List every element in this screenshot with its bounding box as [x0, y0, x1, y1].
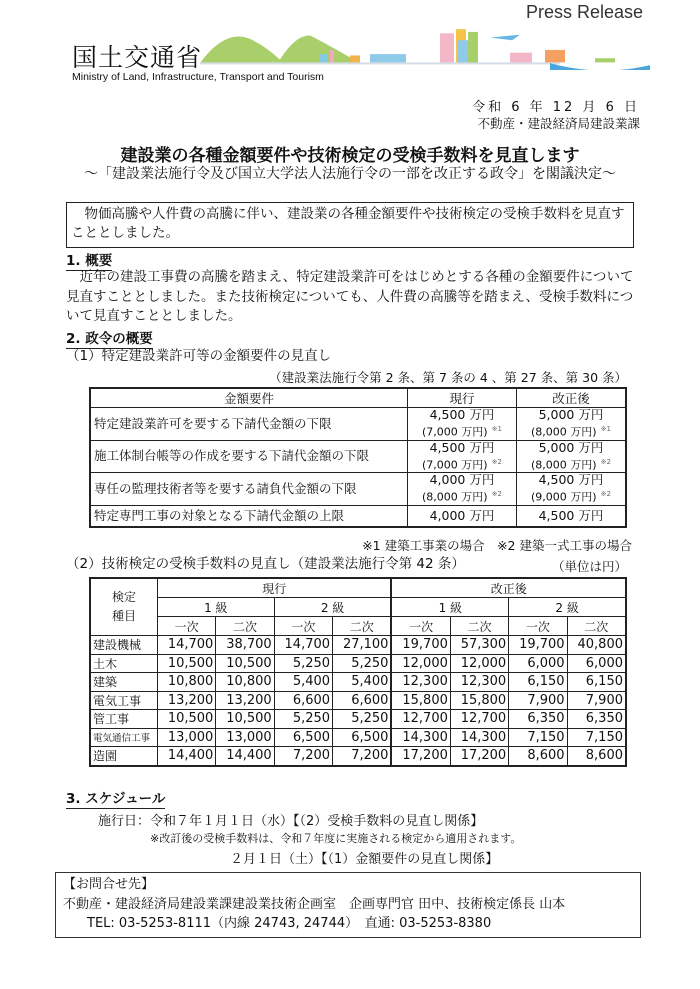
group-header: 現行: [158, 578, 392, 598]
fee-cell: 10,500: [216, 710, 274, 729]
revised-sub-amount: [520, 422, 622, 440]
contact-heading: 【お問合せ先】: [63, 877, 155, 892]
fee-cell: 14,400: [158, 747, 216, 766]
group-header: 改正後: [391, 578, 626, 598]
table-row: [90, 440, 626, 473]
revised-amount: 5,000 万円: [538, 439, 604, 455]
column-header: 金額要件: [90, 388, 408, 408]
revised-note-ref: ※1: [600, 425, 611, 433]
fee-cell: 6,500: [333, 728, 392, 747]
section3-heading: 3. スケジュール: [66, 787, 165, 809]
schedule-line1: 施行日：令和７年１月１日（水）【（2）受検手数料の見直し関係】: [98, 814, 484, 829]
fee-cell: 14,700: [158, 636, 216, 655]
fee-cell: 40,800: [567, 636, 626, 655]
stage-header: 一次: [274, 617, 332, 636]
revised-amount: 5,000 万円: [538, 407, 604, 422]
fee-cell: 13,200: [216, 691, 274, 710]
fee-cell: 17,200: [391, 747, 450, 766]
table-row: [90, 691, 626, 710]
fee-cell: 10,800: [158, 673, 216, 692]
header-illustration: [200, 25, 650, 70]
fee-cell: 5,250: [274, 710, 332, 729]
requirement-label: 特定専門工事の対象となる下請代金額の上限: [90, 505, 408, 527]
table-row: [90, 710, 626, 729]
fee-cell: 13,000: [216, 728, 274, 747]
grade-header: 1 級: [391, 598, 508, 617]
exam-type: 建設機械: [90, 636, 158, 655]
release-date: 令和 6 年 12 月 6 日: [472, 100, 640, 115]
requirement-label: 施工体制台帳等の作成を要する下請代金額の下限: [90, 440, 408, 473]
fee-cell: 10,800: [216, 673, 274, 692]
current-note-ref: ※1: [491, 425, 502, 433]
fee-cell: 13,000: [158, 728, 216, 747]
fee-cell: 14,700: [274, 636, 332, 655]
table-row: [90, 747, 626, 766]
current-sub-value: (7,000 万円): [422, 458, 488, 472]
fee-cell: 7,200: [274, 747, 332, 766]
current-amount: 4,000 万円: [429, 472, 495, 488]
revised-sub-amount: [520, 455, 622, 473]
section2-heading: 2. 政令の概要: [66, 327, 153, 349]
current-value-cell: [408, 505, 517, 527]
fee-cell: 17,200: [450, 747, 508, 766]
section1-heading: 1. 概要: [66, 249, 112, 271]
ministry-logo-jp: 国土交通省: [72, 43, 203, 72]
fee-cell: 12,000: [450, 654, 508, 673]
current-sub-amount: [411, 487, 513, 505]
current-value-cell: [408, 408, 517, 441]
fee-cell: 7,200: [333, 747, 392, 766]
revised-sub-value: (8,000 万円): [531, 458, 597, 472]
fee-cell: 14,300: [450, 728, 508, 747]
fee-cell: 10,500: [216, 654, 274, 673]
fee-cell: 6,350: [567, 710, 626, 729]
current-amount: 4,500 万円: [429, 439, 495, 455]
fee-cell: 57,300: [450, 636, 508, 655]
revised-note-ref: ※2: [600, 457, 611, 466]
current-value-cell: [408, 473, 517, 506]
fee-cell: 19,700: [391, 636, 450, 655]
fee-cell: 5,250: [274, 654, 332, 673]
fee-cell: 5,400: [274, 673, 332, 692]
exam-type: 電気工事: [90, 691, 158, 710]
row-header: 検定 種目: [90, 578, 158, 636]
revised-note-ref: ※2: [600, 490, 611, 499]
revised-sub-value: (9,000 万円): [531, 490, 597, 504]
current-note-ref: ※2: [491, 457, 502, 466]
table-row: [90, 505, 626, 527]
fee-cell: 15,800: [450, 691, 508, 710]
fee-cell: 15,800: [391, 691, 450, 710]
current-sub-value: (8,000 万円): [422, 490, 488, 504]
stage-header: 二次: [450, 617, 508, 636]
revised-sub-value: (8,000 万円): [531, 425, 597, 439]
grade-header: 2 級: [274, 598, 391, 617]
fee-cell: 13,200: [158, 691, 216, 710]
revised-value-cell: [516, 473, 626, 506]
fee-cell: 6,350: [509, 710, 567, 729]
part2-heading: （2）技術検定の受検手数料の見直し（建設業法施行令第 42 条）: [66, 556, 465, 572]
fee-cell: 7,150: [509, 728, 567, 747]
revised-value-cell: [516, 440, 626, 473]
current-sub-value: (7,000 万円): [422, 425, 488, 439]
fee-cell: 6,000: [567, 654, 626, 673]
contact-phone: TEL: 03-5253-8111（内線 24743, 24744） 直通: 03-5253-8380: [87, 916, 492, 931]
summary-box: 物価高騰や人件費の高騰に伴い、建設業の各種金額要件や技術検定の受検手数料を見直すこととしました。: [66, 202, 634, 248]
fee-cell: 7,900: [509, 691, 567, 710]
exam-type: 建築: [90, 673, 158, 692]
fee-cell: 19,700: [509, 636, 567, 655]
exam-fee-table: [89, 577, 627, 767]
table-row: [90, 473, 626, 506]
requirement-label: 特定建設業許可を要する下請代金額の下限: [90, 408, 408, 441]
table-notes: ※1 建築工事業の場合 ※2 建築一式工事の場合: [362, 538, 632, 553]
fee-cell: 14,300: [391, 728, 450, 747]
amount-requirements-table: [89, 387, 627, 528]
fee-cell: 12,300: [391, 673, 450, 692]
contact-line1: 不動産・建設経済局建設業課建設業技術企画室 企画専門官 田中、技術検定係長 山本: [63, 896, 566, 912]
schedule-note: ※改訂後の受検手数料は、令和７年度に実施される検定から適用されます。: [150, 832, 522, 845]
fee-cell: 7,150: [567, 728, 626, 747]
current-sub-amount: [411, 455, 513, 473]
current-note-ref: ※2: [491, 490, 502, 499]
revised-amount: 4,500 万円: [538, 507, 604, 523]
table-row: [90, 408, 626, 441]
page-subtitle: ～「建設業法施行令及び国立大学法人法施行令の一部を改正する政令」を閣議決定～: [84, 166, 616, 182]
fee-cell: 6,150: [509, 673, 567, 692]
fee-cell: 5,400: [333, 673, 392, 692]
fee-cell: 6,000: [509, 654, 567, 673]
fee-cell: 12,700: [450, 710, 508, 729]
stage-header: 二次: [333, 617, 392, 636]
exam-type: 造園: [90, 747, 158, 766]
department: 不動産・建設経済局建設業課: [477, 116, 640, 131]
current-amount: 4,500 万円: [429, 407, 495, 422]
current-sub-amount: [411, 422, 513, 440]
press-release-label: Press Release: [526, 2, 644, 22]
fee-cell: 10,500: [158, 654, 216, 673]
fee-cell: 6,600: [274, 691, 332, 710]
current-amount: 4,000 万円: [429, 507, 495, 523]
fee-cell: 27,100: [333, 636, 392, 655]
fee-cell: 8,600: [509, 747, 567, 766]
revised-value-cell: [516, 505, 626, 527]
revised-amount: 4,500 万円: [538, 472, 604, 488]
table-row: [90, 728, 626, 747]
stage-header: 二次: [567, 617, 626, 636]
part1-citation: （建設業法施行令第 2 条、第 7 条の 4 、第 27 条、第 30 条）: [269, 370, 627, 385]
part1-heading: （1）特定建設業許可等の金額要件の見直し: [66, 348, 332, 364]
stage-header: 一次: [391, 617, 450, 636]
current-value-cell: [408, 440, 517, 473]
revised-sub-amount: [520, 487, 622, 505]
unit-label: （単位は円）: [551, 559, 627, 574]
contact-box: [55, 872, 641, 938]
table-row: [90, 673, 626, 692]
fee-cell: 12,000: [391, 654, 450, 673]
page-title: 建設業の各種金額要件や技術検定の受検手数料を見直します: [120, 146, 580, 166]
stage-header: 一次: [509, 617, 567, 636]
fee-cell: 5,250: [333, 654, 392, 673]
fee-cell: 8,600: [567, 747, 626, 766]
section1-body: 近年の建設工事費の高騰を踏まえ、特定建設業許可をはじめとする各種の金額要件について見直すこととしました。また技術検定についても、人件費の高騰等を踏まえ、受検手数料について見直すこととしました。: [66, 269, 634, 324]
fee-cell: 38,700: [216, 636, 274, 655]
ministry-logo-en: Ministry of Land, Infrastructure, Transport and Tourism: [72, 71, 324, 83]
column-header: 現行: [408, 388, 517, 408]
fee-cell: 12,700: [391, 710, 450, 729]
exam-type: 管工事: [90, 710, 158, 729]
column-header: 改正後: [516, 388, 626, 408]
fee-cell: 7,900: [567, 691, 626, 710]
table-row: [90, 636, 626, 655]
fee-cell: 6,600: [333, 691, 392, 710]
fee-cell: 5,250: [333, 710, 392, 729]
fee-cell: 12,300: [450, 673, 508, 692]
stage-header: 二次: [216, 617, 274, 636]
requirement-label: 専任の監理技術者等を要する請負代金額の下限: [90, 473, 408, 506]
fee-cell: 14,400: [216, 747, 274, 766]
exam-type: 土木: [90, 654, 158, 673]
table-row: [90, 654, 626, 673]
grade-header: 2 級: [509, 598, 626, 617]
fee-cell: 6,500: [274, 728, 332, 747]
stage-header: 一次: [158, 617, 216, 636]
schedule-line2: ２月１日（土）【（1）金額要件の見直し関係】: [230, 852, 499, 867]
fee-cell: 6,150: [567, 673, 626, 692]
grade-header: 1 級: [158, 598, 275, 617]
fee-cell: 10,500: [158, 710, 216, 729]
exam-type: 電気通信工事: [90, 728, 158, 747]
revised-value-cell: [516, 408, 626, 441]
